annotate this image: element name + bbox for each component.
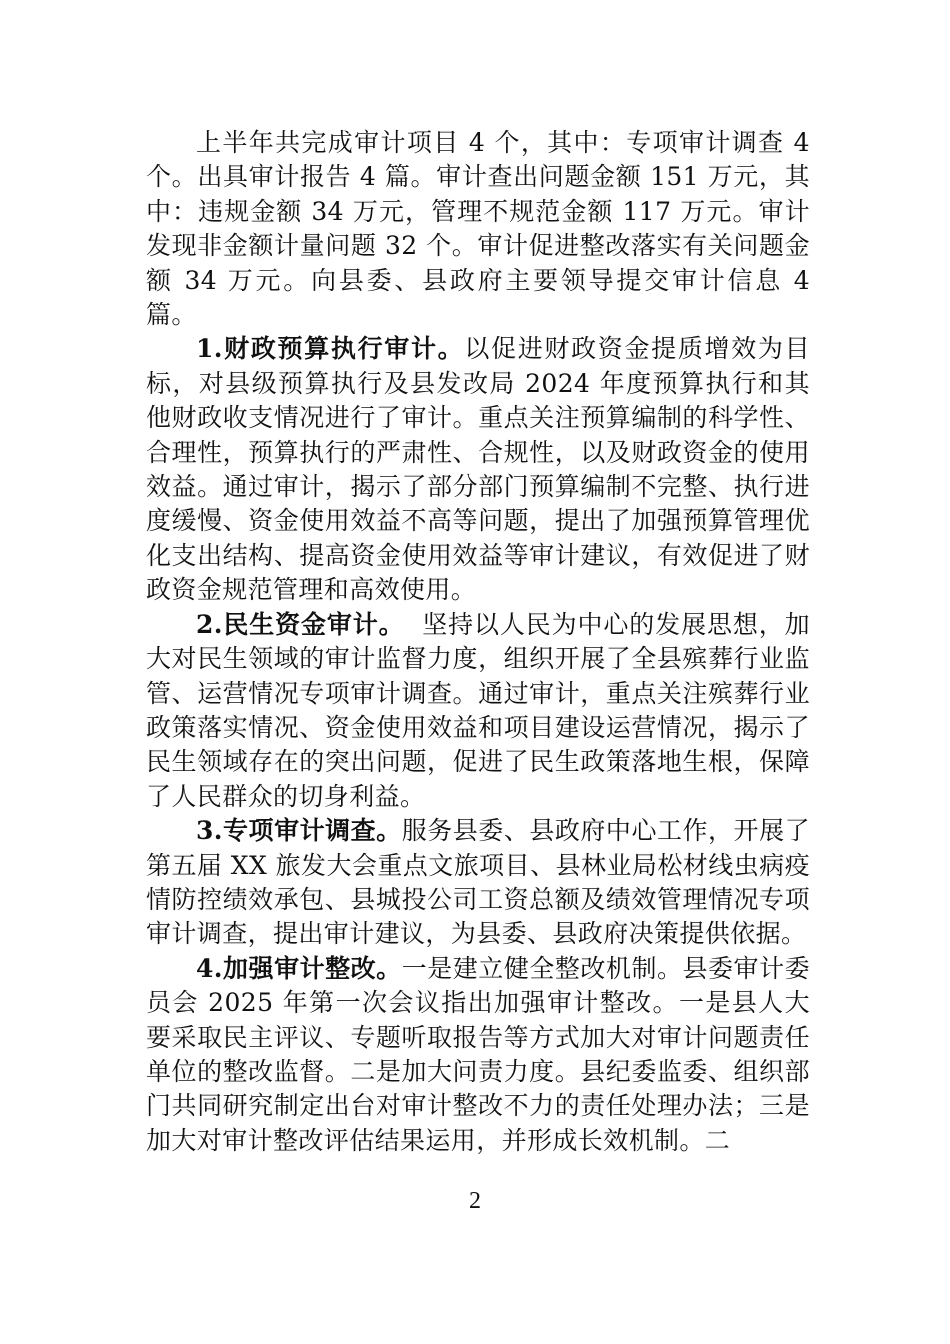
paragraph-heading: 1.财政预算执行审计。: [196, 334, 465, 364]
paragraph-text: 上半年共完成审计项目 4 个，其中：专项审计调查 4 个。出具审计报告 4 篇。审计查出问题金额 151 万元，其中：违规金额 34 万元，管理不规范金额 117 万元。审计发现非金额计量问题 32 个。审计促进整改落实有关问题金额 34 万元。向县委、县政府主要领导提交审计信息 4 篇。: [146, 128, 810, 330]
paragraph-text: 服务县委、县政府中心工作，开展了第五届 XX 旅发大会重点文旅项目、县林业局松材线虫病疫情防控绩效承包、县城投公司工资总额及绩效管理情况专项审计调查，提出审计建议，为县委、县政府决策提供依据。: [146, 816, 811, 949]
document-body: [146, 126, 810, 1158]
paragraph-heading: 3.专项审计调查。: [196, 816, 402, 846]
page-number: 2: [469, 1188, 481, 1214]
paragraph-text: 以促进财政资金提质增效为目标，对县级预算执行及县发改局 2024 年度预算执行和其他财政收支情况进行了审计。重点关注预算编制的科学性、合理性，预算执行的严肃性、合规性，以及财政资金的使用效益。通过审计，揭示了部分部门预算编制不完整、执行进度缓慢、资金使用效益不高等问题，提出了加强预算管理优化支出结构、提高资金使用效益等审计建议，有效促进了财政资金规范管理和高效使用。: [146, 334, 811, 605]
paragraph-heading: 4.加强审计整改。: [196, 953, 402, 983]
paragraph-text: 坚持以人民为中心的发展思想，加大对民生领域的审计监督力度，组织开展了全县殡葬行业监管、运营情况专项审计调查。通过审计，重点关注殡葬行业政策落实情况、资金使用效益和项目建设运营情况，揭示了民生领域存在的突出问题，促进了民生政策落地生根，保障了人民群众的切身利益。: [146, 609, 811, 811]
paragraph-budget-audit: [146, 332, 810, 607]
paragraph-text: 一是建立健全整改机制。县委审计委员会 2025 年第一次会议指出加强审计整改。一是县人大要采取民主评议、专题听取报告等方式加大对审计问题责任单位的整改监督。二是加大问责力度。县纪委监委、组织部门共同研究制定出台对审计整改不力的责任处理办法；三是加大对审计整改评估结果运用，并形成长效机制。二: [146, 953, 811, 1155]
paragraph-special-investigation: [146, 814, 810, 952]
paragraph-summary: [146, 126, 810, 332]
paragraph-livelihood-audit: [146, 608, 810, 814]
paragraph-rectification: [146, 952, 810, 1158]
paragraph-heading: 2.民生资金审计。: [196, 609, 405, 639]
